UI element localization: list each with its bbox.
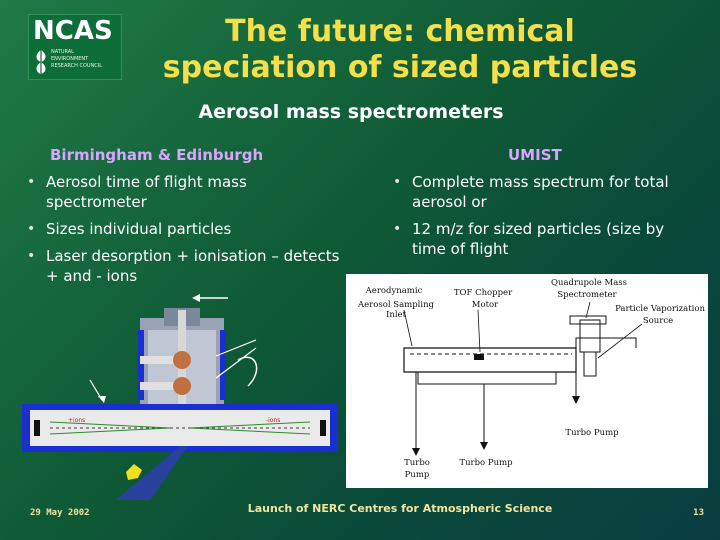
label-inlet-2: Aerosol Sampling Inlet bbox=[358, 300, 434, 320]
list-item: • Sizes individual particles bbox=[24, 219, 344, 239]
leaf-icon bbox=[32, 48, 50, 76]
logo-sub-line: RESEARCH COUNCIL bbox=[51, 63, 103, 69]
label-vapor-2: Source bbox=[642, 316, 674, 326]
label-quad-2: Spectrometer bbox=[557, 290, 617, 300]
left-bullet-list bbox=[24, 172, 344, 293]
list-item: • Laser desorption + ionisation – detects + and - ions bbox=[24, 246, 344, 286]
label-turbo-mid: Turbo Pump bbox=[459, 458, 513, 468]
slide-subtitle: Aerosol mass spectrometers bbox=[198, 101, 504, 123]
label-turbo-left-1: Turbo bbox=[404, 458, 430, 468]
ncas-logo bbox=[28, 14, 122, 80]
ion-label-positive: +ions bbox=[68, 417, 86, 424]
label-turbo-left-2: Pump bbox=[404, 470, 430, 480]
logo-subtitle bbox=[51, 49, 102, 70]
left-column-heading: Birmingham & Edinburgh bbox=[50, 146, 264, 164]
footer-date: 29 May 2002 bbox=[30, 508, 90, 518]
label-chopper-1: TOF Chopper bbox=[453, 288, 513, 298]
label-turbo-right: Turbo Pump bbox=[565, 428, 619, 438]
footer-title: Launch of NERC Centres for Atmospheric Science bbox=[247, 502, 553, 515]
ams-schematic bbox=[346, 274, 708, 488]
label-quad-1: Quadrupole Mass bbox=[551, 278, 627, 288]
logo-sub-line: NATURAL bbox=[51, 49, 74, 55]
logo-title: NCAS bbox=[33, 16, 113, 46]
title-line-1: The future: chemical bbox=[225, 14, 575, 49]
label-chopper-2: Motor bbox=[471, 300, 499, 310]
logo-sub-line: ENVIRONMENT bbox=[51, 56, 89, 62]
label-vapor-1: Particle Vaporization bbox=[615, 304, 705, 314]
laser-burst-icon bbox=[126, 464, 142, 480]
right-column-heading: UMIST bbox=[508, 146, 562, 164]
label-inlet-1: Aerodynamic bbox=[365, 286, 423, 296]
right-bullet-list bbox=[390, 172, 700, 266]
slide-title bbox=[140, 14, 660, 86]
ion-label-negative: -ions bbox=[266, 417, 281, 424]
list-item: • 12 m/z for sized particles (size by time of flight bbox=[390, 219, 700, 259]
title-line-2: speciation of sized particles bbox=[162, 50, 638, 85]
list-item: • Aerosol time of flight mass spectrometer bbox=[24, 172, 344, 212]
page-number: 13 bbox=[693, 508, 704, 518]
atofms-instrument-illustration bbox=[20, 290, 340, 500]
list-item: • Complete mass spectrum for total aerosol or bbox=[390, 172, 700, 212]
